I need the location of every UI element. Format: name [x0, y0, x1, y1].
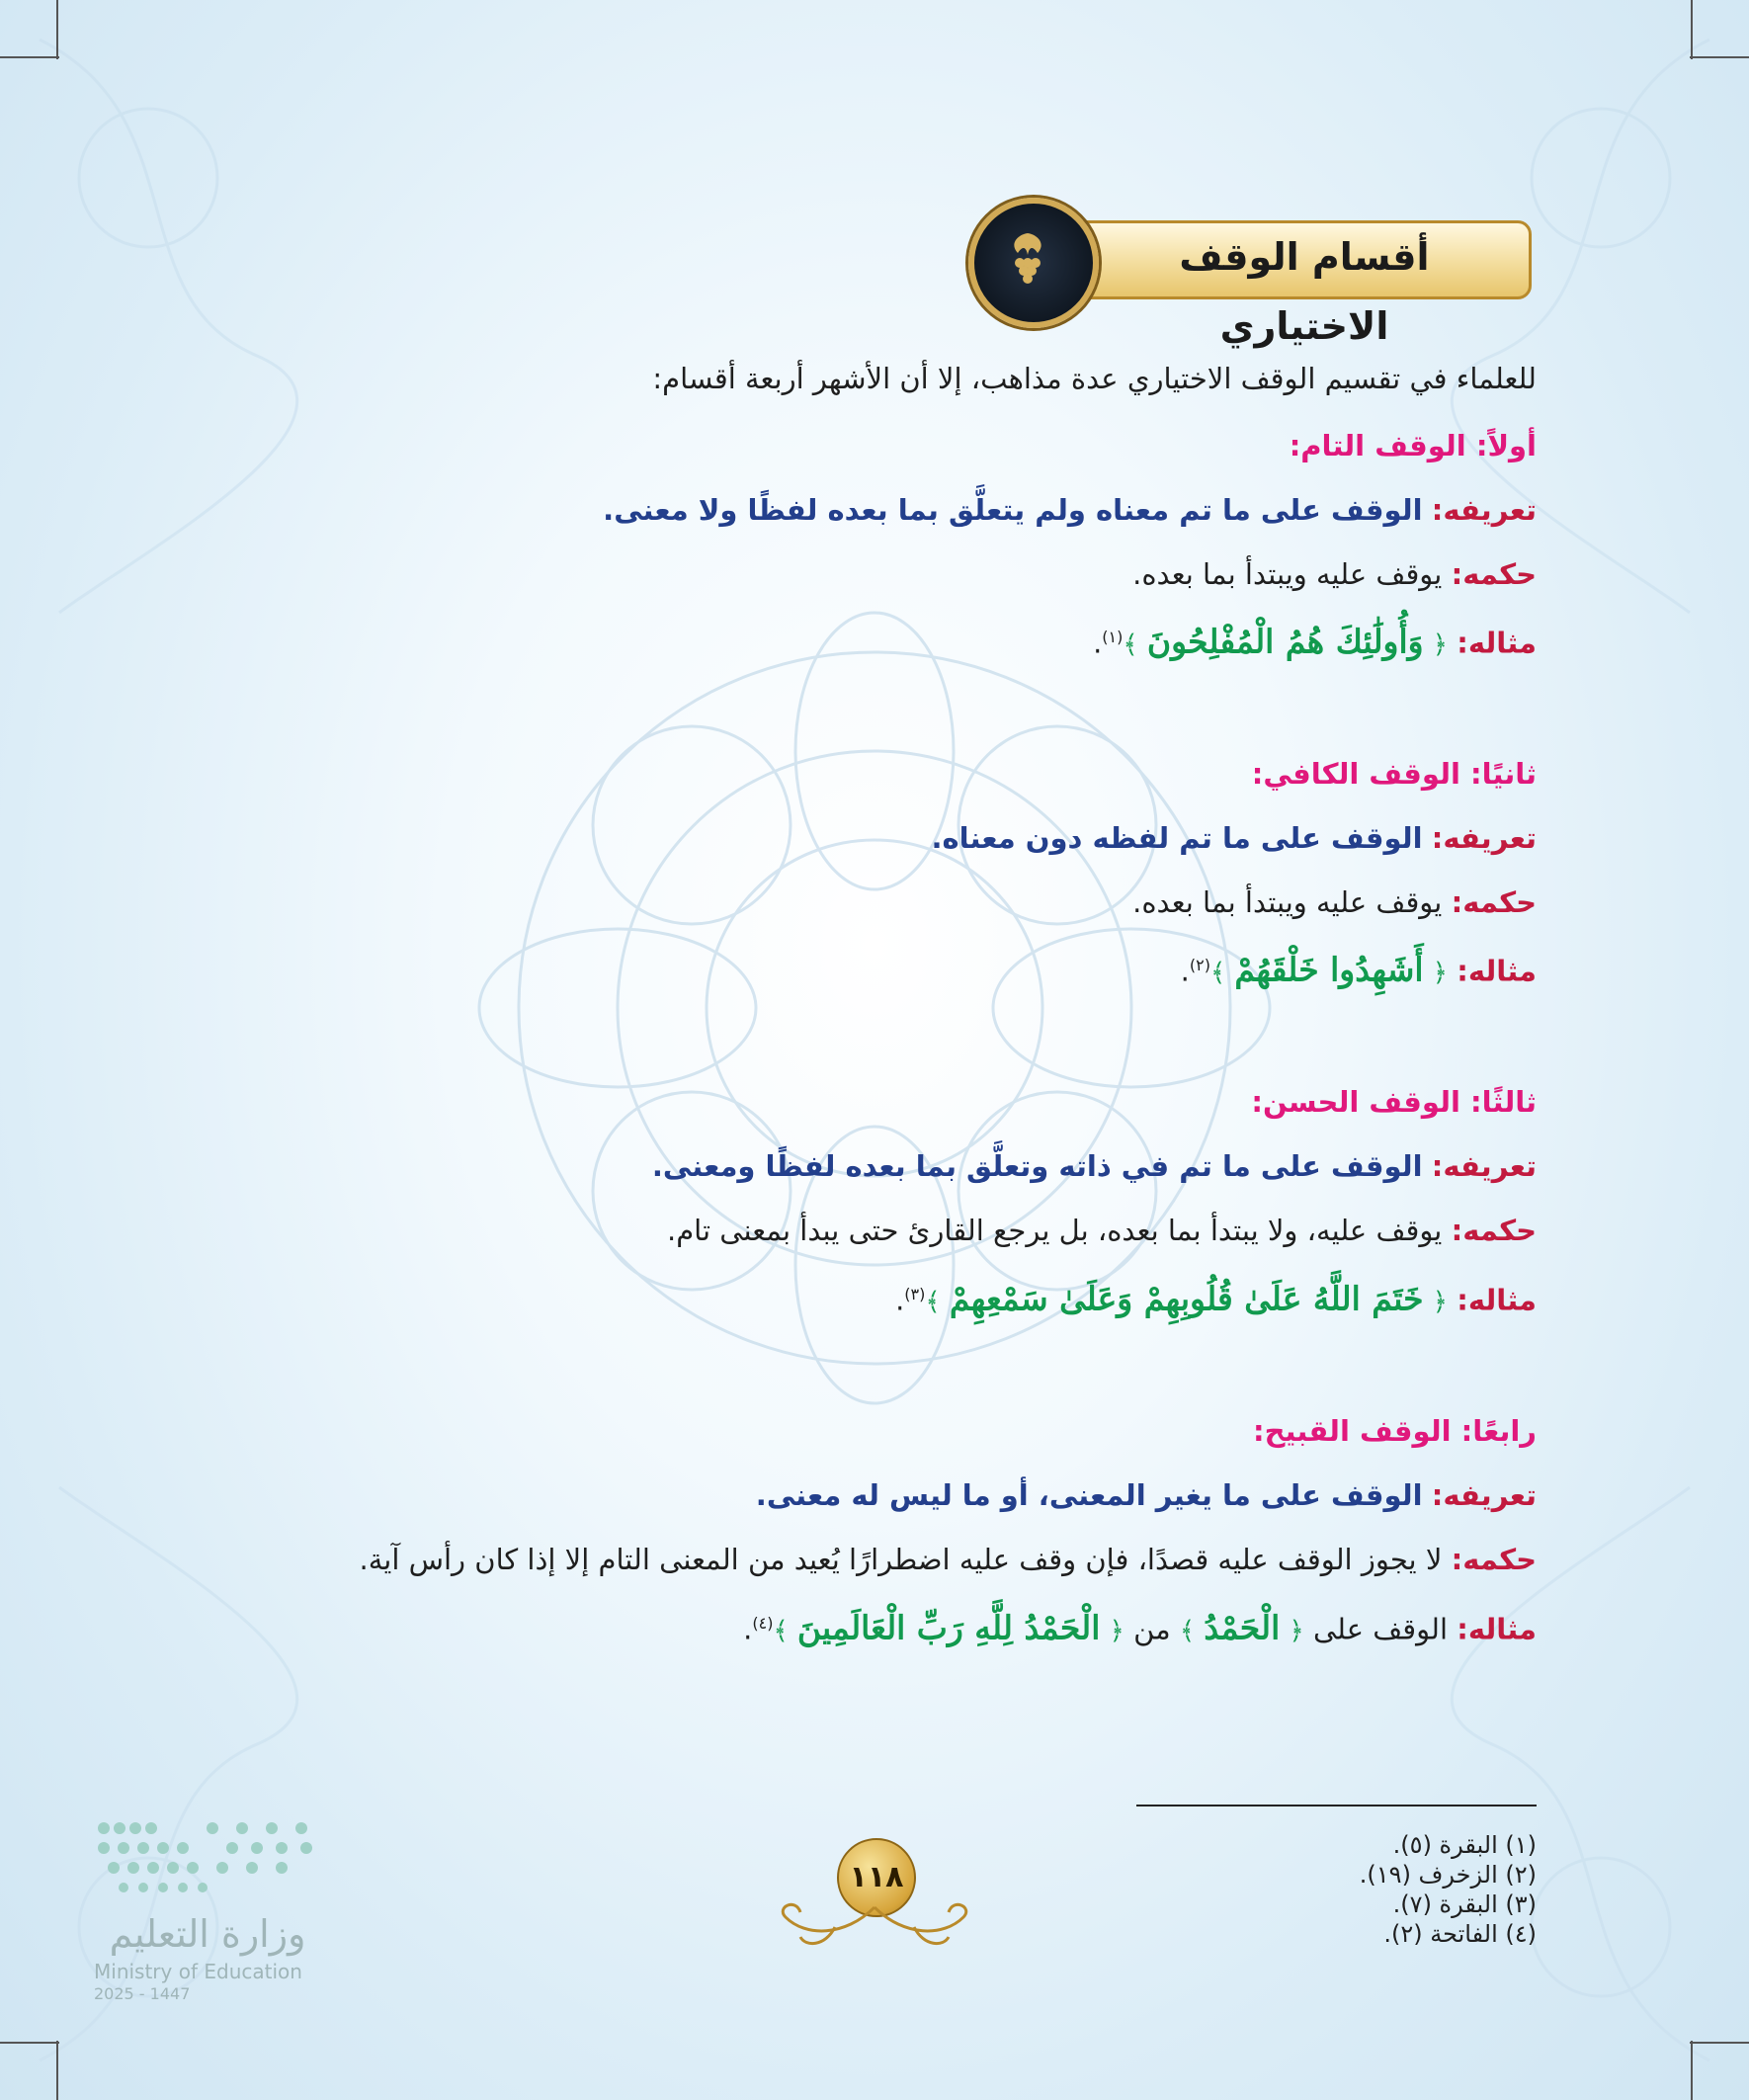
- example-label: مثاله:: [1457, 1283, 1537, 1317]
- page-number-badge: [766, 1838, 983, 1957]
- rule-text: يوقف عليه ويبتدأ بما بعده.: [1132, 885, 1443, 919]
- footnote-item: (٤) الفاتحة (٢).: [1383, 1920, 1537, 1948]
- rule-text: لا يجوز الوقف عليه قصدًا، فإن وقف عليه اضطرارًا يُعيد من المعنى التام إلا إذا كان رأس آية.: [359, 1543, 1443, 1576]
- rule-label: حكمه:: [1451, 557, 1537, 591]
- quran-bracket-open-icon: ﴿: [1432, 630, 1449, 660]
- crop-mark: [56, 0, 58, 59]
- example-prefix: الوقف على: [1312, 1612, 1449, 1646]
- quran-verse: خَتَمَ اللَّهُ عَلَىٰ قُلُوبِهِمْ وَعَلَىٰ سَمْعِهِمْ: [949, 1279, 1424, 1318]
- quran-verse: أَشَهِدُوا خَلْقَهُمْ: [1234, 950, 1424, 989]
- footnote-ref: (١): [1102, 628, 1124, 646]
- footnote-item: (٣) البقرة (٧).: [1392, 1890, 1537, 1918]
- quran-bracket-open-icon: ﴿: [1289, 1616, 1304, 1646]
- definition-label: تعريفه:: [1431, 1149, 1537, 1183]
- crop-mark: [56, 2041, 58, 2100]
- ministry-arabic-name: وزارة التعليم: [109, 1912, 306, 1956]
- definition-text: الوقف على ما تم لفظه دون معناه.: [931, 821, 1423, 855]
- crop-mark: [1690, 2042, 1749, 2044]
- quran-bracket-close-icon: ﴾: [1179, 1616, 1196, 1646]
- ministry-logo: [94, 1818, 331, 2003]
- page-number: ١١٨: [837, 1838, 916, 1917]
- quran-word: الْحَمْدُ: [1204, 1608, 1281, 1647]
- crop-mark: [1690, 56, 1749, 58]
- rule-label: حكمه:: [1451, 885, 1537, 919]
- crop-mark: [1691, 0, 1693, 59]
- ministry-year: 2025 - 1447: [94, 1984, 191, 2003]
- definition-label: تعريفه:: [1431, 821, 1537, 855]
- example-label: مثاله:: [1457, 1612, 1537, 1646]
- section-4-definition: [756, 1470, 1537, 1520]
- footnote-ref: (٤): [752, 1614, 774, 1633]
- section-2-heading: ثانيًا: الوقف الكافي:: [1251, 757, 1537, 791]
- section-2-definition: [932, 813, 1538, 863]
- quran-bracket-close-icon: ﴾: [1123, 630, 1138, 660]
- rule-label: حكمه:: [1451, 1543, 1537, 1576]
- section-3-rule: [667, 1206, 1537, 1255]
- section-2-rule: [1132, 878, 1537, 927]
- quran-bracket-open-icon: ﴿: [1109, 1616, 1124, 1646]
- rule-label: حكمه:: [1451, 1214, 1537, 1247]
- footnotes: [1087, 1830, 1537, 1949]
- intro-paragraph: للعلماء في تقسيم الوقف الاختياري عدة مذاهب، إلا أن الأشهر أربعة أقسام:: [652, 362, 1537, 395]
- crop-mark: [0, 56, 59, 58]
- page-title: أقسام الوقف الاختياري: [1179, 235, 1430, 348]
- quran-verse: وَأُولَٰئِكَ هُمُ الْمُفْلِحُونَ: [1146, 622, 1424, 661]
- example-label: مثاله:: [1457, 626, 1537, 660]
- grape-emblem-icon: [968, 198, 1099, 328]
- definition-text: الوقف على ما تم معناه ولم يتعلَّق بما بعده لفظًا ولا معنى.: [603, 493, 1423, 527]
- footnote-divider: [1136, 1805, 1537, 1806]
- definition-text: الوقف على ما تم في ذاته وتعلَّق بما بعده لفظًا ومعنى.: [651, 1149, 1423, 1183]
- footnote-item: (٢) الزخرف (١٩).: [1359, 1861, 1537, 1889]
- section-4-rule: [359, 1535, 1537, 1584]
- section-4-heading: رابعًا: الوقف القبيح:: [1253, 1414, 1537, 1448]
- crop-mark: [0, 2042, 59, 2044]
- section-1-definition: [603, 485, 1537, 535]
- definition-text: الوقف على ما يغير المعنى، أو ما ليس له معنى.: [755, 1478, 1423, 1512]
- section-3-example: مثاله: ﴿ خَتَمَ اللَّهُ عَلَىٰ قُلُوبِهِمْ وَعَلَىٰ سَمْعِهِمْ ﴾$^{(٣)}$.: [895, 1279, 1537, 1318]
- quran-verse: الْحَمْدُ لِلَّهِ رَبِّ الْعَالَمِينَ: [796, 1608, 1101, 1647]
- quran-bracket-close-icon: ﴾: [925, 1287, 941, 1317]
- ministry-dots-icon: [94, 1818, 321, 1897]
- example-label: مثاله:: [1457, 954, 1537, 988]
- footnote-item: (١) البقرة (٥).: [1392, 1831, 1537, 1859]
- flourish-ornament-icon: [766, 1897, 983, 1957]
- crop-mark: [1691, 2041, 1693, 2100]
- footnote-ref: (٢): [1189, 956, 1210, 974]
- ministry-english-name: Ministry of Education: [94, 1960, 302, 1983]
- definition-label: تعريفه:: [1431, 493, 1537, 527]
- section-3-definition: [652, 1141, 1537, 1191]
- footnote-ref: (٣): [904, 1285, 926, 1303]
- quran-bracket-close-icon: ﴾: [1209, 958, 1226, 988]
- quran-bracket-close-icon: ﴾: [773, 1616, 789, 1646]
- definition-label: تعريفه:: [1431, 1478, 1537, 1512]
- section-2-example: مثاله: ﴿ أَشَهِدُوا خَلْقَهُمْ ﴾$^{(٢)}$.: [1180, 950, 1537, 989]
- section-4-example: مثاله: الوقف على ﴿ الْحَمْدُ ﴾ من ﴿ الْحَمْدُ لِلَّهِ رَبِّ الْعَالَمِينَ ﴾$^{(٤)}$.: [743, 1608, 1537, 1647]
- section-1-example: مثاله: ﴿ وَأُولَٰئِكَ هُمُ الْمُفْلِحُونَ ﴾$^{(١)}$.: [1093, 622, 1537, 661]
- rule-text: يوقف عليه ويبتدأ بما بعده.: [1132, 557, 1443, 591]
- quran-bracket-open-icon: ﴿: [1432, 1287, 1449, 1317]
- title-banner: [939, 193, 1532, 348]
- section-1-rule: [1132, 549, 1537, 599]
- section-1-heading: أولاً: الوقف التام:: [1289, 429, 1537, 462]
- example-connector: من: [1133, 1612, 1171, 1646]
- quran-bracket-open-icon: ﴿: [1432, 958, 1449, 988]
- section-3-heading: ثالثًا: الوقف الحسن:: [1251, 1085, 1537, 1119]
- rule-text: يوقف عليه، ولا يبتدأ بما بعده، بل يرجع القارئ حتى يبدأ بمعنى تام.: [667, 1214, 1443, 1247]
